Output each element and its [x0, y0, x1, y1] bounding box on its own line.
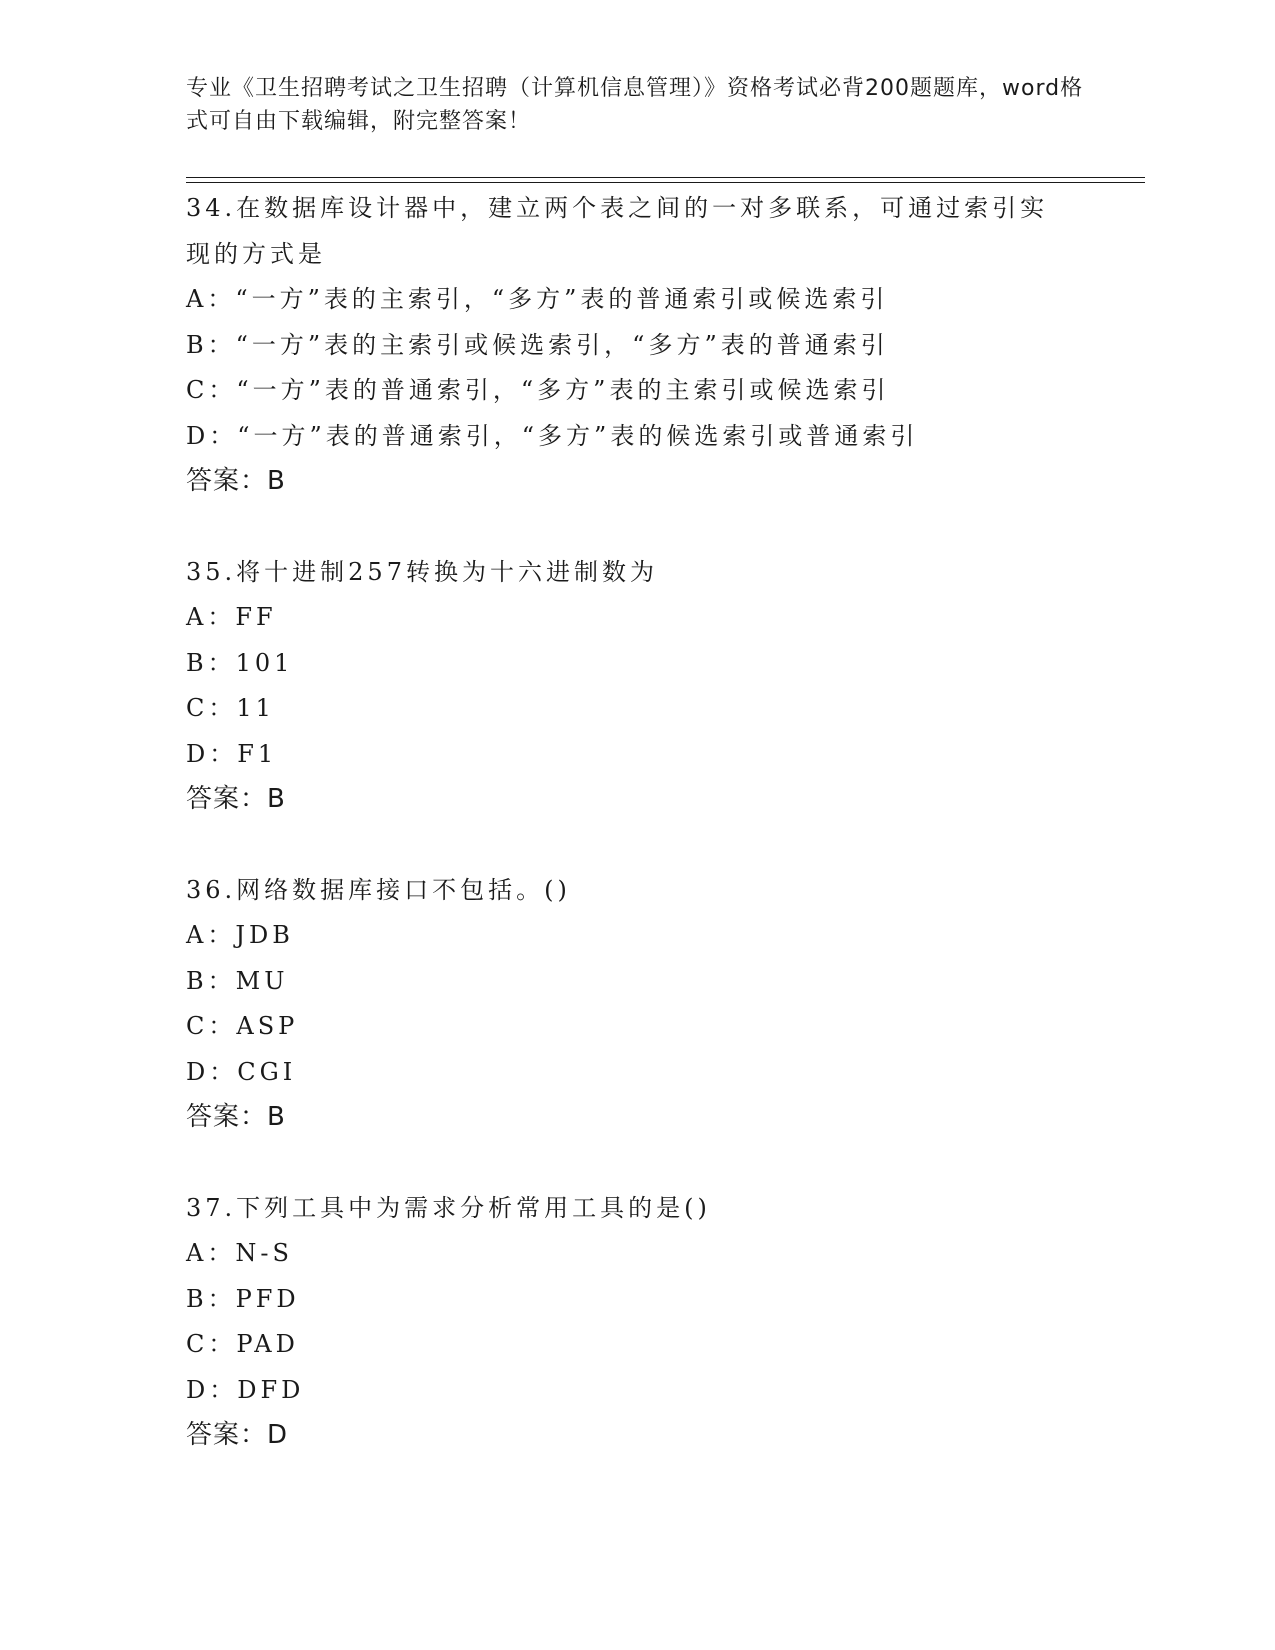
question-35 — [186, 550, 1086, 823]
answer-line: 答案：B — [186, 466, 286, 496]
question-list — [186, 186, 1086, 1504]
header-rule-bottom — [186, 182, 1145, 183]
option-a: A：“一方”表的主索引，“多方”表的普通索引或候选索引 — [186, 285, 889, 313]
option-a: A：FF — [186, 603, 277, 631]
question-37 — [186, 1186, 1086, 1459]
option-b: B：PFD — [186, 1284, 300, 1313]
answer-line: 答案：D — [186, 1420, 289, 1450]
answer-line: 答案：B — [186, 1102, 286, 1132]
option-d: D：F1 — [186, 739, 278, 768]
option-c: C：“一方”表的普通索引，“多方”表的主索引或候选索引 — [186, 376, 890, 404]
document-header: 专业《卫生招聘考试之卫生招聘（计算机信息管理）》资格考试必背200题题库，word格式可自由下载编辑，附完整答案！ — [186, 76, 1084, 134]
answer-line: 答案：B — [186, 784, 286, 814]
question-36 — [186, 868, 1086, 1141]
question-34 — [186, 186, 1086, 505]
option-c: C：ASP — [186, 1012, 299, 1040]
option-b: B：“一方”表的主索引或候选索引，“多方”表的普通索引 — [186, 330, 889, 359]
option-d: D：CGI — [186, 1057, 297, 1086]
option-b: B：MU — [186, 966, 289, 995]
option-c: C：PAD — [186, 1330, 299, 1358]
option-d: D：“一方”表的普通索引，“多方”表的候选索引或普通索引 — [186, 421, 919, 450]
option-d: D：DFD — [186, 1375, 305, 1404]
option-a: A：JDB — [186, 921, 294, 949]
option-c: C：11 — [186, 694, 275, 722]
question-stem: 34.在数据库设计器中，建立两个表之间的一对多联系，可通过索引实现的方式是 — [186, 194, 1049, 268]
question-stem: 35.将十进制257转换为十六进制数为 — [186, 557, 658, 586]
option-b: B：101 — [186, 648, 294, 677]
option-a: A：N-S — [186, 1239, 293, 1267]
question-stem: 36.网络数据库接口不包括。() — [186, 875, 571, 904]
header-rule-top — [186, 177, 1145, 178]
question-stem: 37.下列工具中为需求分析常用工具的是() — [186, 1193, 711, 1222]
